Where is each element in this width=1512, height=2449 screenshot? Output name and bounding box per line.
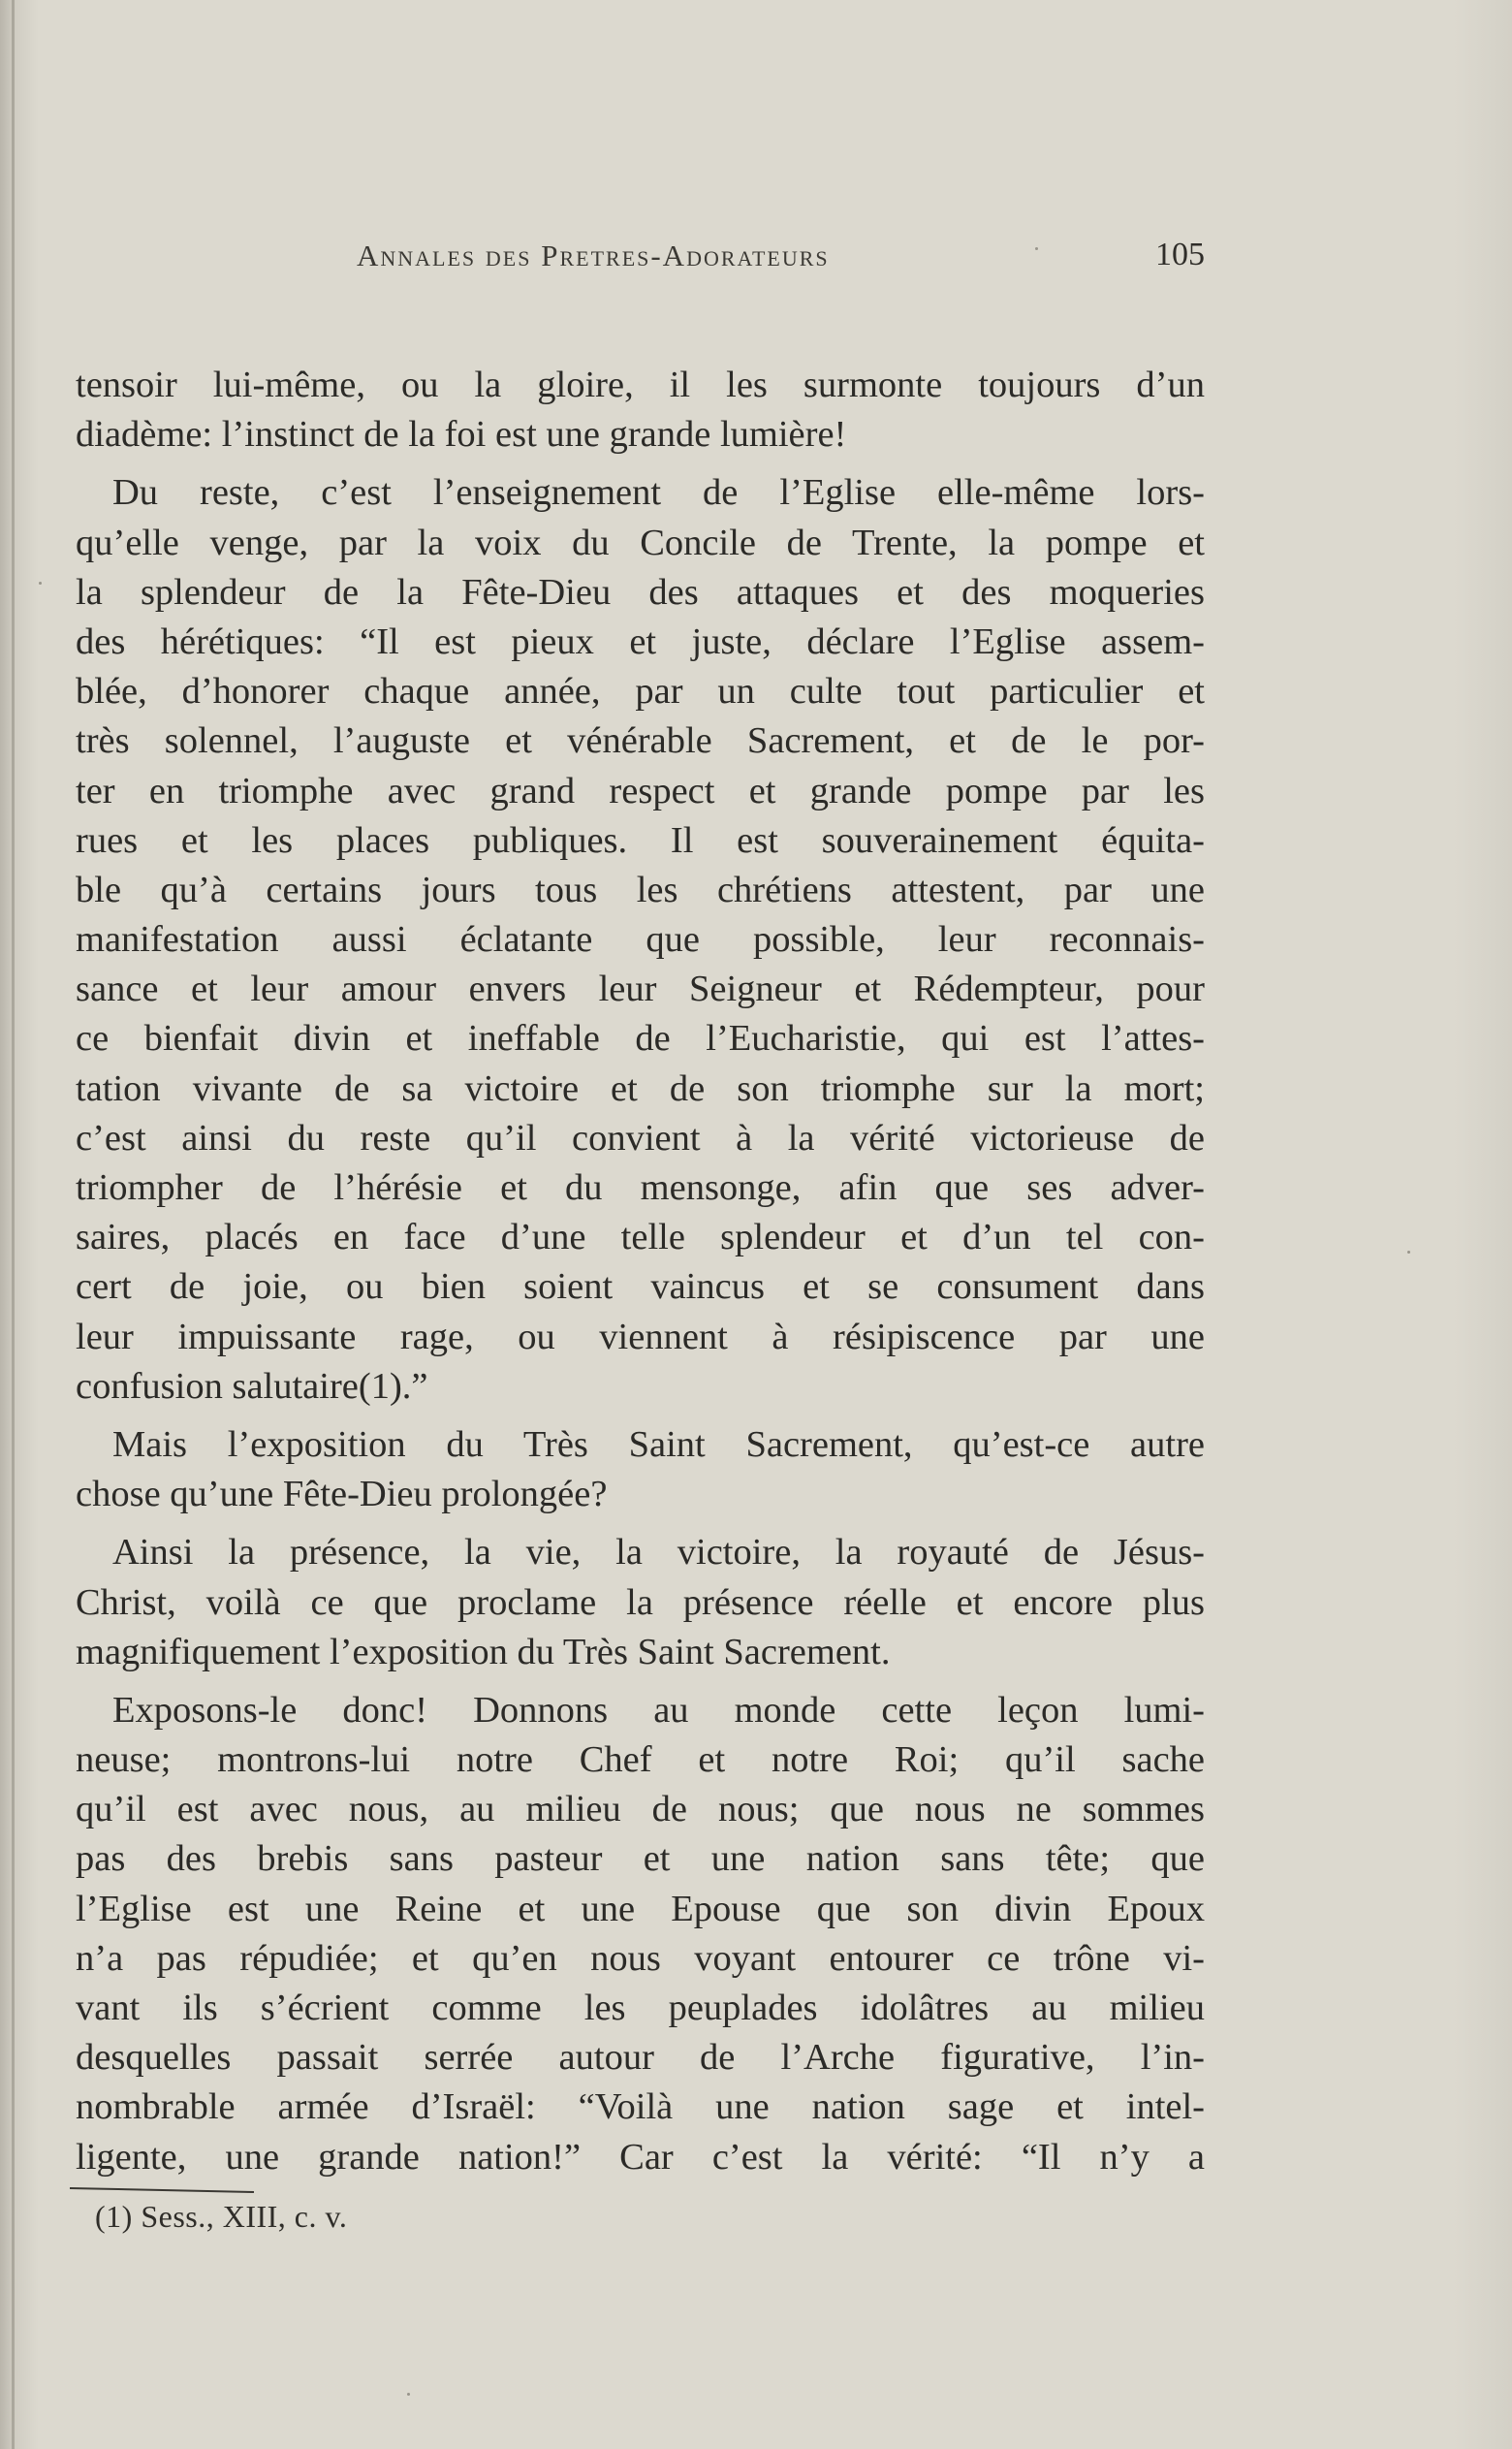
text-line: ter en triomphe avec grand respect et grande pompe par les <box>76 770 1205 811</box>
text-line: rues et les places publiques. Il est souverainement équita- <box>76 819 1205 861</box>
text-line: très solennel, l’auguste et vénérable Sacrement, et de le por- <box>76 720 1205 762</box>
text-line: des hérétiques: “Il est pieux et juste, déclare l’Eglise assem- <box>76 620 1205 662</box>
text-line: neuse; montrons-lui notre Chef et notre Roi; qu’il sache <box>76 1739 1205 1781</box>
footnote: (1) Sess., XIII, c. v. <box>95 2199 348 2234</box>
text-line: ble qu’à certains jours tous les chrétiens attestent, par une <box>76 869 1205 910</box>
text-line: magnifiquement l’exposition du Très Saint Sacrement. <box>76 1631 891 1672</box>
running-head <box>0 233 1512 281</box>
text-line: pas des brebis sans pasteur et une nation sans tête; que <box>76 1838 1205 1880</box>
text-line: triompher de l’hérésie et du mensonge, afin que ses adver- <box>76 1167 1205 1208</box>
paper-speck <box>39 582 42 585</box>
running-title: Annales des Pretres-Adorateurs <box>357 239 830 272</box>
text-line: Christ, voilà ce que proclame la présence réelle et encore plus <box>76 1581 1205 1623</box>
text-line: blée, d’honorer chaque année, par un culte tout particulier et <box>76 671 1205 713</box>
paper-speck <box>407 2393 410 2396</box>
text-line: Ainsi la présence, la vie, la victoire, la royauté de Jésus- <box>112 1532 1205 1574</box>
text-line: diadème: l’instinct de la foi est une grande lumière! <box>76 414 847 456</box>
text-line: ligente, une grande nation!” Car c’est la vérité: “Il n’y a <box>76 2136 1205 2178</box>
text-line: confusion salutaire(1).” <box>76 1365 428 1407</box>
paper-speck <box>1407 1251 1410 1254</box>
text-line: Du reste, c’est l’enseignement de l’Eglise elle-même lors- <box>112 472 1205 514</box>
text-line: sance et leur amour envers leur Seigneur et Rédempteur, pour <box>76 969 1205 1010</box>
text-line: vant ils s’écrient comme les peuplades idolâtres au milieu <box>76 1988 1205 2028</box>
text-line: Exposons-le donc! Donnons au monde cette leçon lumi- <box>112 1689 1205 1731</box>
text-line: chose qu’une Fête-Dieu prolongée? <box>76 1474 608 1515</box>
text-line: c’est ainsi du reste qu’il convient à la vérité victorieuse de <box>76 1117 1205 1159</box>
text-line: manifestation aussi éclatante que possible, leur reconnais- <box>76 919 1205 961</box>
text-line: tation vivante de sa victoire et de son triomphe sur la mort; <box>76 1067 1205 1109</box>
page-number: 105 <box>1155 237 1205 272</box>
text-line: qu’elle venge, par la voix du Concile de Trente, la pompe et <box>76 522 1205 563</box>
text-line: ce bienfait divin et ineffable de l’Eucharistie, qui est l’attes- <box>76 1018 1205 1060</box>
paper-speck <box>1035 247 1038 250</box>
text-line: desquelles passait serrée autour de l’Arche figurative, l’in- <box>76 2037 1205 2079</box>
text-line: leur impuissante rage, ou viennent à résipiscence par une <box>76 1316 1205 1357</box>
body-text <box>76 361 1205 2182</box>
text-line: cert de joie, ou bien soient vaincus et se consument dans <box>76 1266 1205 1308</box>
text-line: saires, placés en face d’une telle splendeur et d’un tel con- <box>76 1217 1205 1258</box>
footnote-rule <box>70 2187 254 2193</box>
text-line: qu’il est avec nous, au milieu de nous; que nous ne sommes <box>76 1789 1205 1830</box>
text-line: la splendeur de la Fête-Dieu des attaques et des moqueries <box>76 571 1205 613</box>
text-line: Mais l’exposition du Très Saint Sacrement, qu’est-ce autre <box>112 1423 1205 1465</box>
text-line: tensoir lui-même, ou la gloire, il les surmonte toujours d’un <box>76 365 1205 405</box>
text-line: l’Eglise est une Reine et une Epouse que son divin Epoux <box>76 1888 1205 1929</box>
page-gutter-shadow <box>12 0 15 2449</box>
text-line: n’a pas répudiée; et qu’en nous voyant entourer ce trône vi- <box>76 1937 1205 1979</box>
text-line: nombrable armée d’Israël: “Voilà une nation sage et intel- <box>76 2086 1205 2128</box>
